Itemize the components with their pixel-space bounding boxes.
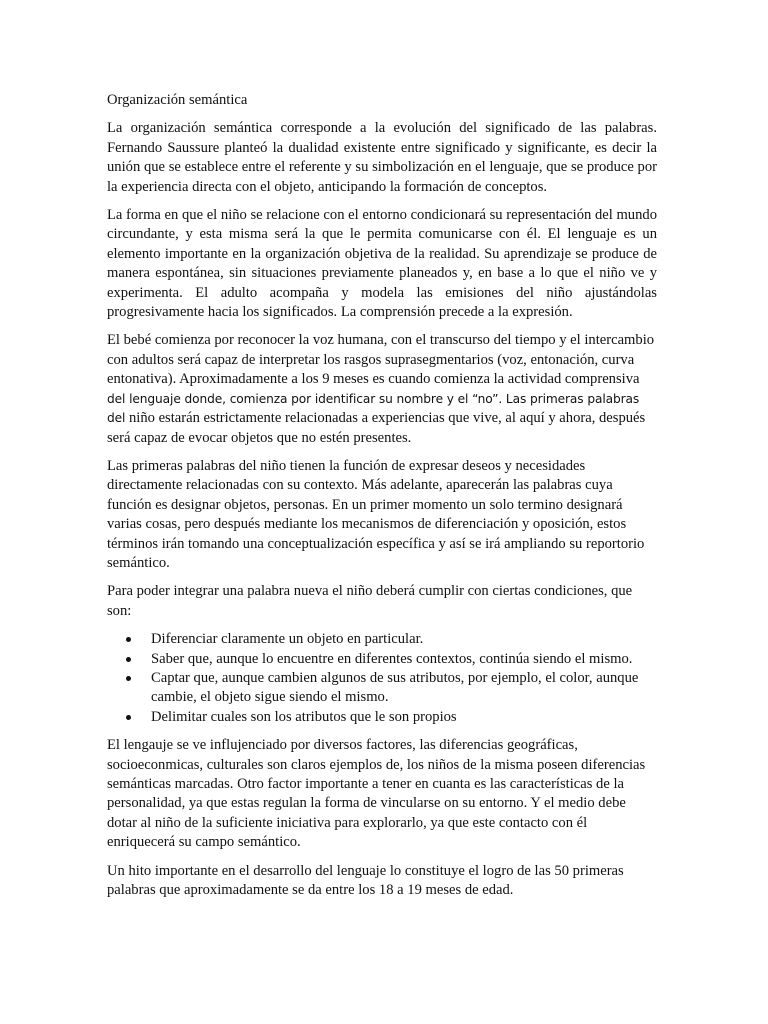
list-item: [107, 650, 657, 669]
paragraph-definition: La organización semántica corresponde a la evolución del significado de las palabras. Fernando Saussure planteó la dualidad existente entre significado y significante, es decir la unión que se establece entre el referente y su simbolización en el lenguaje, que se produce por la experiencia directa con el objeto, anticipando la formación de conceptos.: [107, 120, 657, 195]
bullet-icon: [126, 657, 131, 662]
paragraph-factors: El lengauje se ve influjenciado por diversos factores, las diferencias geográficas, socioeconmicas, culturales son claros ejemplos de, los niños de la misma poseen diferencias semánticas marcadas. Otro factor importante a tener en cuanta es las características de la personalidad, ya que estas regulan la forma de vincularse on su entorno. Y el medio debe dotar al niño de la suficiente iniciativa para explorarlo, ya que este contacto con él enriquecerá su campo semántico.: [107, 737, 646, 851]
paragraph-first-words: Las primeras palabras del niño tienen la función de expresar deseos y necesidades directamente relacionadas con su contexto. Más adelante, aparecerán las palabras cuya función es designar objetos, personas. En un primer momento un solo termino designará varias cosas, pero después mediante los mecanismos de diferenciación y oposición, estos términos irán tomando una conceptualización específica y así se irá ampliando su reportorio semántico.: [107, 457, 645, 571]
list-item-text: Captar que, aunque cambien algunos de sus atributos, por ejemplo, el color, aunque cambie, el objeto sigue siendo el mismo.: [151, 669, 639, 706]
paragraph-environment: La forma en que el niño se relacione con el entorno condicionará su representación del mundo circundante, y esta misma será la que le permita comunicarse con él. El lenguaje es un elemento importante en la organización objetiva de la realidad. Su aprendizaje se produce de manera espontánea, sin situaciones previamente planeados y, en base a lo que el niño ve y experimenta. El adulto acompaña y modela las emisiones del niño ajustándolas progresivamente hacia los significados. La comprensión precede a la expresión.: [107, 207, 657, 321]
paragraph-baby-part-2: del lenguaje donde, comienza por identificar su nombre y el “no”. Las primeras palabras del: [107, 391, 640, 426]
paragraph-conditions-intro: Para poder integrar una palabra nueva el niño deberá cumplir con ciertas condiciones, que son:: [107, 583, 633, 619]
paragraph-milestone: Un hito importante en el desarrollo del lenguaje lo constituye el logro de las 50 primeras palabras que aproximadamente se da entre los 18 a 19 meses de edad.: [107, 862, 624, 899]
paragraph-baby-part-1: El bebé comienza por reconocer la voz humana, con el transcurso del tiempo y el intercambio con adultos será capaz de interpretar los rasgos suprasegmentarios (voz, entonación, curva entonativa). Aproximadamente a los 9 meses es cuando comienza la actividad comprensiva: [107, 332, 655, 388]
bullet-icon: [126, 676, 131, 681]
list-item-text: Delimitar cuales son los atributos que le son propios: [151, 708, 457, 725]
list-item-text: Diferenciar claramente un objeto en particular.: [151, 631, 424, 648]
list-item: [107, 630, 657, 649]
document-title: Organización semántica: [107, 92, 248, 108]
conditions-list: [107, 630, 657, 727]
list-item: [107, 669, 657, 708]
paragraph-baby-development: [107, 331, 657, 447]
bullet-icon: [126, 715, 131, 720]
bullet-icon: [126, 637, 131, 642]
list-item: [107, 708, 657, 727]
paragraph-baby-part-3: niño estarán estrictamente relacionadas a experiencias que vive, al aquí y ahora, después será capaz de evocar objetos que no estén presentes.: [107, 410, 646, 446]
document-page: [107, 91, 657, 909]
list-item-text: Saber que, aunque lo encuentre en diferentes contextos, continúa siendo el mismo.: [151, 650, 633, 667]
